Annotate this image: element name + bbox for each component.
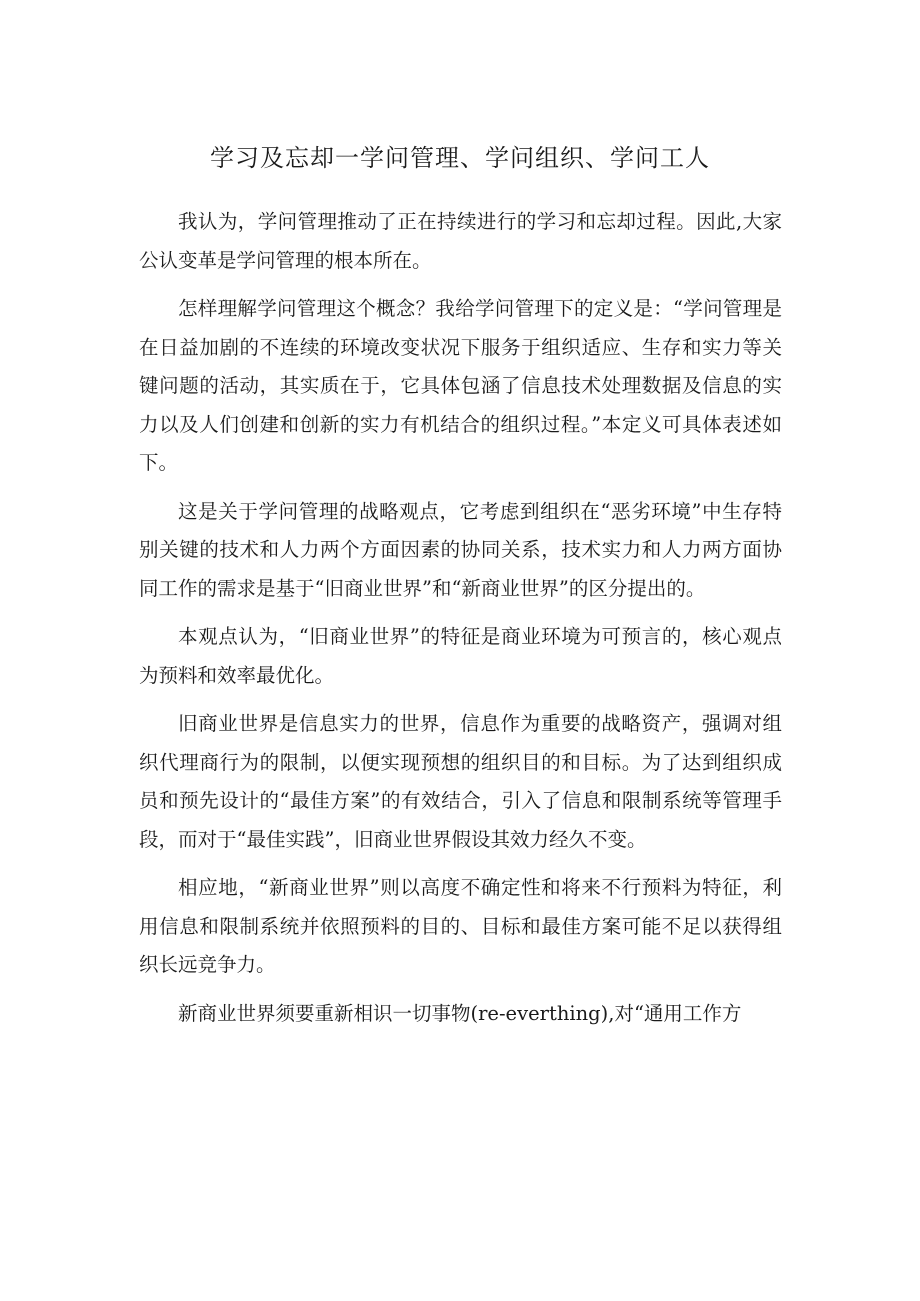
paragraph: 怎样理解学问管理这个概念？我给学问管理下的定义是：“学问管理是在日益加剧的不连续的环境改变状况下服务于组织适应、生存和实力等关键问题的活动，其实质在于，它具体包涵了信息技术处理数据及信息的实力以及人们创建和创新的实力有机结合的组织过程。”本定义可具体表述如下。 — [139, 297, 782, 474]
paragraph: 这是关于学问管理的战略观点，它考虑到组织在“恶劣环境”中生存特别关键的技术和人力两个方面因素的协同关系，技术实力和人力两方面协同工作的需求是基于“旧商业世界”和“新商业世界”的区分提出的。 — [139, 499, 782, 600]
paragraph: 新商业世界须要重新相识一切事物(re-everthing),对“通用工作方 — [178, 1001, 742, 1025]
paragraph: 本观点认为，“旧商业世界”的特征是商业环境为可预言的，核心观点为预料和效率最优化。 — [139, 625, 782, 687]
paragraph: 相应地，“新商业世界”则以高度不确定性和将来不行预料为特征，利用信息和限制系统并依照预料的目的、目标和最佳方案可能不足以获得组织长远竞争力。 — [139, 876, 782, 976]
paragraph: 旧商业世界是信息实力的世界，信息作为重要的战略资产，强调对组织代理商行为的限制，以便实现预想的组织目的和目标。为了达到组织成员和预先设计的“最佳方案”的有效结合，引入了信息和限制系统等管理手段，而对于“最佳实践”，旧商业世界假设其效力经久不变。 — [139, 712, 782, 851]
paragraph: 我认为，学问管理推动了正在持续进行的学习和忘却过程。因此,大家公认变革是学问管理的根本所在。 — [139, 210, 782, 272]
document-title: 学习及忘却一学问管理、学问组织、学问工人 — [210, 144, 710, 172]
document-body — [139, 203, 782, 1043]
